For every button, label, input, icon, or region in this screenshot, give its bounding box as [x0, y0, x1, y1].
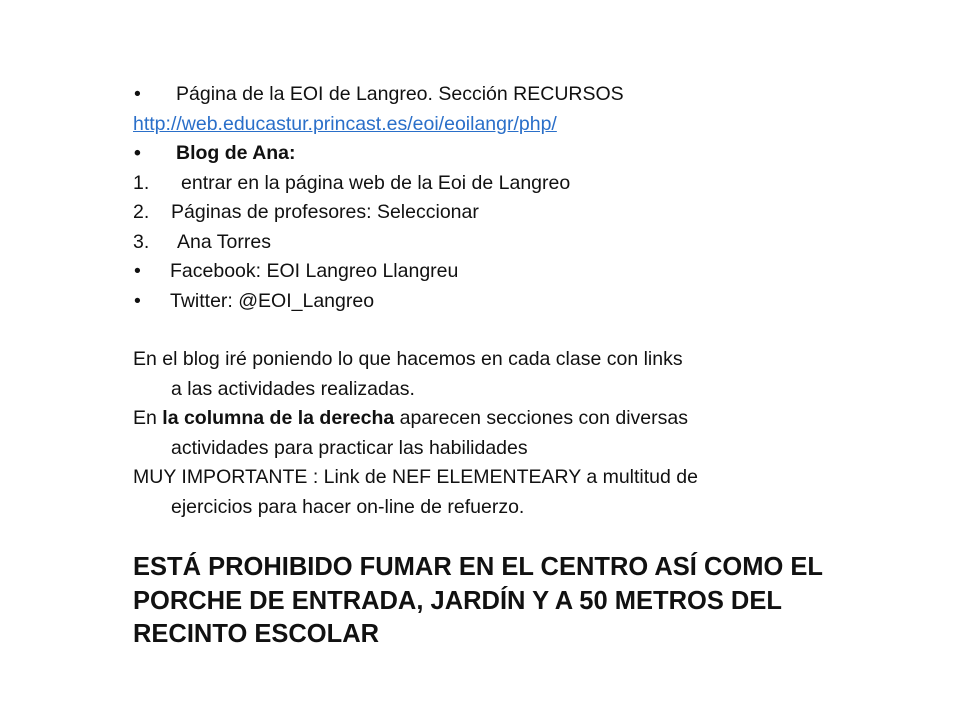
facebook-text: Facebook: EOI Langreo Llangreu — [170, 260, 459, 282]
important-paragraph — [133, 463, 891, 522]
warning-line: RECINTO ESCOLAR — [133, 620, 380, 648]
step-text: entrar en la página web de la Eoi de Langreo — [181, 171, 571, 194]
step-number: 1. — [133, 171, 150, 194]
step-number: 3. — [133, 230, 150, 253]
blog-paragraph — [133, 345, 891, 404]
facebook-bullet — [133, 257, 933, 287]
twitter-text: Twitter: @EOI_Langreo — [170, 289, 375, 312]
step-number: 2. — [133, 201, 150, 223]
eoi-link-line — [133, 110, 933, 140]
paragraph-line: En el blog iré poniendo lo que hacemos en cada clase con links — [133, 348, 683, 370]
eoi-website-link[interactable]: http://web.educastur.princast.es/eoi/eoilangr/php/ — [133, 112, 557, 135]
paragraph-rest: aparecen secciones con diversas — [394, 407, 688, 429]
paragraph-line: ejercicios para hacer on-line de refuerzo. — [171, 495, 525, 518]
no-smoking-warning — [133, 551, 911, 652]
slide-content — [133, 80, 933, 652]
right-column-paragraph — [133, 404, 891, 463]
right-column-emphasis: la columna de la derecha — [162, 407, 395, 429]
blog-step-3 — [133, 228, 933, 258]
bullet-mark: • — [134, 83, 141, 105]
warning-line: ESTÁ PROHIBIDO FUMAR EN EL CENTRO ASÍ COMO EL — [133, 553, 823, 581]
warning-line: PORCHE DE ENTRADA, JARDÍN Y A 50 METROS DEL — [133, 586, 782, 615]
paragraph-line — [133, 407, 688, 429]
bullet-mark: • — [134, 142, 141, 164]
eoi-page-bullet — [133, 80, 933, 110]
paragraph-line: MUY IMPORTANTE : Link de NEF ELEMENTEARY a multitud de — [133, 466, 698, 488]
blog-heading-bullet — [133, 139, 933, 169]
spacer — [133, 316, 933, 345]
blog-heading: Blog de Ana: — [176, 142, 296, 164]
twitter-bullet — [133, 287, 933, 317]
bullet-mark: • — [134, 289, 141, 312]
blog-step-1 — [133, 169, 933, 199]
blog-step-2 — [133, 198, 933, 228]
paragraph-prefix: En — [133, 407, 163, 429]
step-text: Ana Torres — [177, 230, 271, 253]
paragraph-line: a las actividades realizadas. — [171, 377, 415, 400]
eoi-page-text: Página de la EOI de Langreo. Sección RECURSOS — [176, 83, 624, 105]
paragraph-line: actividades para practicar las habilidades — [171, 436, 528, 459]
bullet-mark: • — [134, 260, 141, 282]
step-text: Páginas de profesores: Seleccionar — [171, 201, 479, 223]
